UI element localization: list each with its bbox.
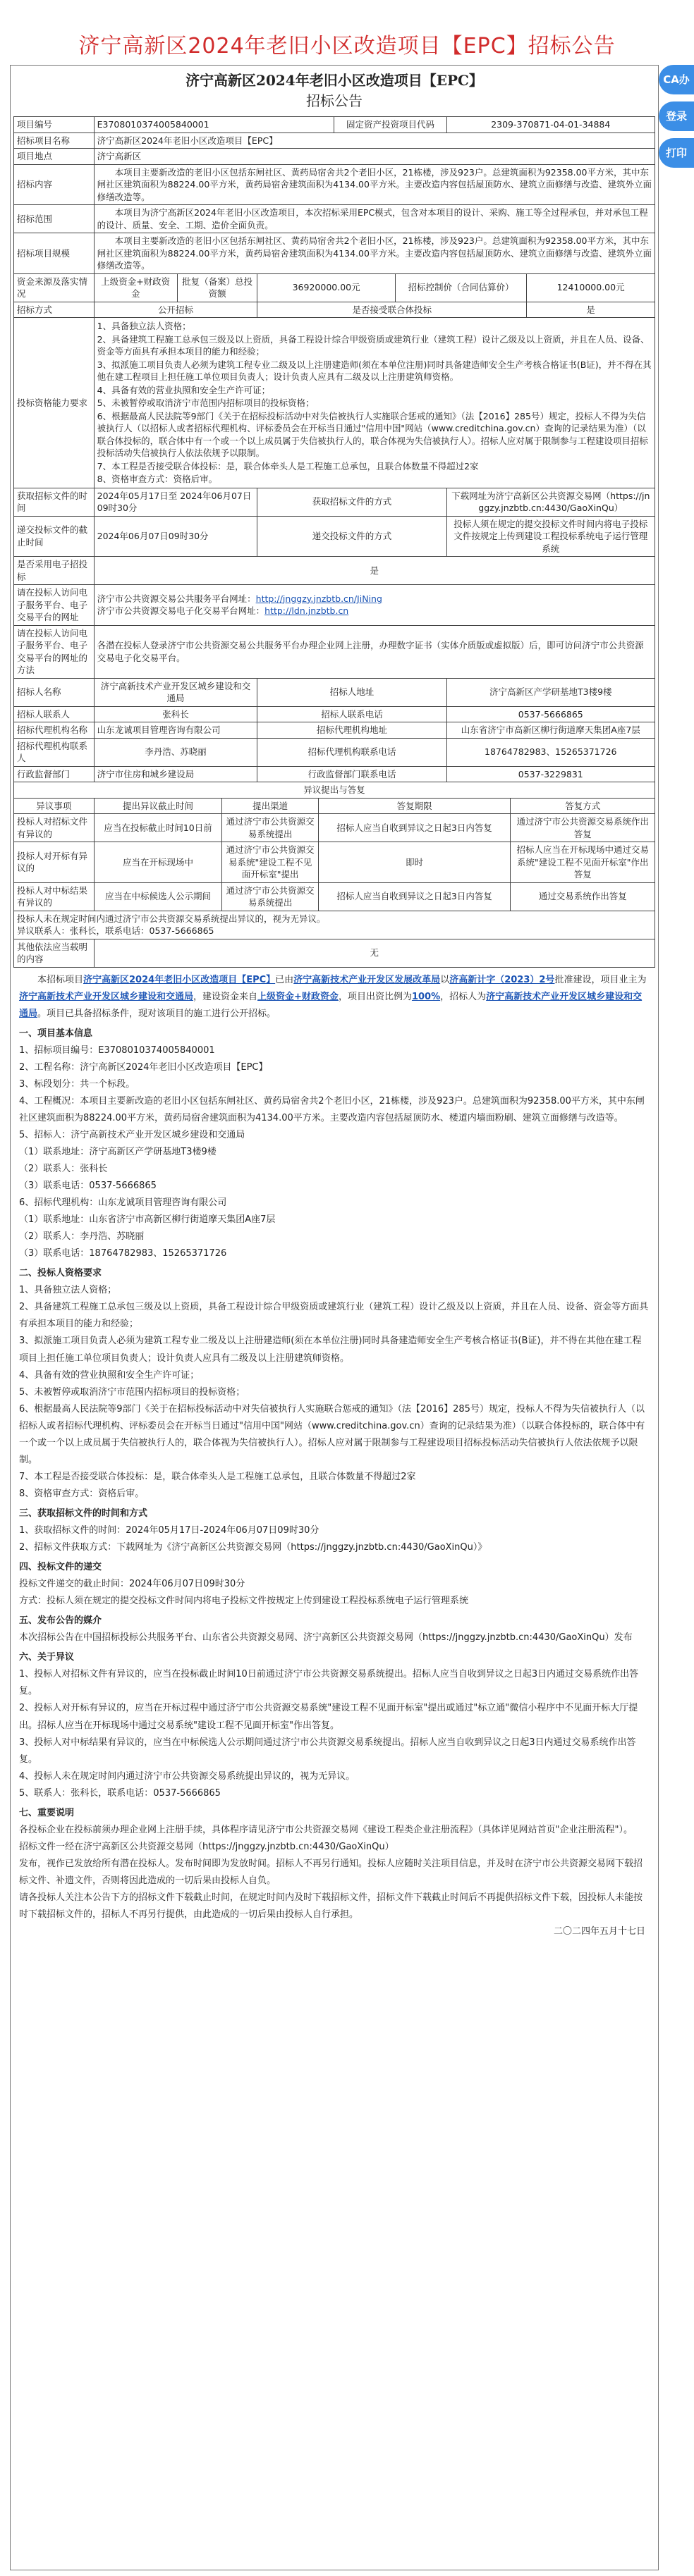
platform-address-cell bbox=[94, 585, 655, 626]
agency-name-value: 山东龙诚项目管理咨询有限公司 bbox=[94, 722, 257, 739]
list-item: 4、具备有效的营业执照和安全生产许可证； bbox=[97, 384, 271, 395]
page-header bbox=[0, 0, 694, 65]
text: ，建设资金来自 bbox=[193, 991, 258, 1002]
supervisor-value: 济宁市住房和城乡建设局 bbox=[94, 766, 257, 782]
table-row bbox=[14, 814, 655, 842]
table-row bbox=[14, 133, 655, 149]
list-item: 5、未被暂停或取消济宁市范围内招标项目的投标资格； bbox=[97, 398, 315, 408]
signature-date: 二〇二四年五月十七日 bbox=[553, 1926, 645, 1937]
table-row bbox=[14, 233, 655, 274]
field-label: 资金来源及落实情况 bbox=[14, 273, 95, 302]
consortium-value: 是 bbox=[527, 302, 655, 318]
column-header: 答复方式 bbox=[511, 798, 655, 814]
list-item: 2、投标人对开标有异议的，应当在开标过程中通过济宁市公共资源交易系统"建设工程不见面开标室"提出或通过"标立通"微信小程序中不见面开标大厅提出。招标人应当在开标现场中通过交易系统"建设工程不见面开标室"作出答复。 bbox=[19, 1703, 638, 1731]
list-item: 5、招标人：济宁高新技术产业开发区城乡建设和交通局 bbox=[19, 1129, 245, 1140]
list-item: （1）联系地址：济宁高新区产学研基地T3楼9楼 bbox=[19, 1146, 217, 1157]
field-label: 招标控制价（合同估算价） bbox=[395, 273, 526, 302]
list-item: 发布，视作已发放给所有潜在投标人。发布时间即为发放时间。招标人不再另行通知。投标人应随时关注项目信息，并及时在济宁市公共资源交易网下载招标文件、补遗文件，否则将因此造成的一切后果由投标人自负。 bbox=[19, 1858, 643, 1886]
address-label: 济宁市公共资源交易电子化交易平台网址： bbox=[97, 605, 265, 617]
table-cell: 招标人应当自收到异议之日起3日内答复 bbox=[318, 814, 511, 842]
table-row bbox=[14, 766, 655, 782]
list-item: （3）联系电话：0537-5666865 bbox=[19, 1181, 157, 1192]
field-label: 招标人联系人 bbox=[14, 706, 95, 722]
objection-title: 异议提出与答复 bbox=[14, 782, 655, 799]
table-cell: 通过济宁市公共资源交易系统提出 bbox=[222, 882, 318, 911]
approver-link: 济宁高新技术产业开发区发展改革局 bbox=[293, 974, 441, 985]
table-cell: 通过济宁市公共资源交易系统提出 bbox=[222, 814, 318, 842]
field-label: 招标人地址 bbox=[257, 678, 446, 706]
list-item: （2）联系人：张科长 bbox=[19, 1164, 108, 1175]
list-item: 3、拟派施工项目负责人必须为建筑工程专业二级及以上注册建造师(须在本单位注册)同时具备建造师安全生产考核合格证书(B证)，并不得在其他在建工程项目上担任施工单位项目负责人；设计负责人应具有二级及以上注册建筑师资格。 bbox=[97, 359, 652, 382]
table-row bbox=[14, 318, 655, 488]
field-label: 递交投标文件的截止时间 bbox=[14, 516, 95, 557]
get-way-value: 下载网址为济宁高新区公共资源交易网（https://jnggzy.jnzbtb.cn:4430/GaoXinQu） bbox=[446, 488, 655, 516]
ratio-link: 100% bbox=[411, 991, 441, 1002]
project-name-value: 济宁高新区2024年老旧小区改造项目【EPC】 bbox=[94, 133, 655, 149]
table-row bbox=[14, 273, 655, 302]
login-button[interactable]: 登录 bbox=[659, 101, 694, 131]
field-label: 招标代理机构地址 bbox=[257, 722, 446, 739]
table-row bbox=[14, 557, 655, 585]
list-item: 招标文件一经在济宁高新区公共资源交易网（https://jnggzy.jnzbtb.cn:4430/GaoXinQu） bbox=[19, 1841, 394, 1852]
section-heading: 三、获取招标文件的时间和方式 bbox=[19, 1508, 148, 1519]
field-label: 行政监督部门 bbox=[14, 766, 95, 782]
field-label: 投标资格能力要求 bbox=[14, 318, 95, 488]
list-item: （3）联系电话：18764782983、15265371726 bbox=[19, 1248, 227, 1259]
agency-contact-value: 李丹浩、苏晓丽 bbox=[94, 738, 257, 766]
list-item: 4、具备有效的营业执照和安全生产许可证； bbox=[19, 1369, 200, 1381]
table-header bbox=[14, 798, 655, 814]
field-label: 招标代理机构联系人 bbox=[14, 738, 95, 766]
list-item: 6、根据最高人民法院等9部门《关于在招标投标活动中对失信被执行人实施联合惩戒的通知》（法【2016】285号）规定，投标人不得为失信被执行人（以招标人或者招标代理机构、评标委员会在开标当日通过"信用中国"网站（www.creditchina.gov.cn）查询的记录结果为准）（以联合体投标的，联合体中有一个或一个以上成员属于失信被执行人的，联合体视为失信被执行人）。招标人应对属于限制参与工程建设项目招标投标活动失信被执行人依法依规予以限制。 bbox=[97, 410, 648, 458]
text: ，招标人为 bbox=[440, 991, 487, 1002]
project-code-value: E3708010374005840001 bbox=[94, 117, 334, 133]
table-row bbox=[14, 706, 655, 722]
print-button[interactable]: 打印 bbox=[659, 138, 694, 168]
table-row bbox=[14, 488, 655, 516]
table-row bbox=[14, 722, 655, 739]
fixed-asset-code-value: 2309-370871-04-01-34884 bbox=[446, 117, 655, 133]
announcement-document bbox=[10, 65, 659, 2570]
table-row bbox=[14, 678, 655, 706]
deadline-value: 2024年06月07日09时30分 bbox=[94, 516, 257, 557]
project-info-table bbox=[13, 116, 655, 782]
agency-phone-value: 18764782983、15265371726 bbox=[446, 738, 655, 766]
field-label: 批复（备案）总投资额 bbox=[177, 273, 257, 302]
table-cell: 招标人应当在开标现场中通过交易系统"建设工程不见面开标室"作出答复 bbox=[511, 842, 655, 883]
list-item: 6、招标代理机构：山东龙诚项目管理咨询有限公司 bbox=[19, 1197, 227, 1209]
objection-table bbox=[13, 782, 655, 968]
control-price-value: 12410000.00元 bbox=[527, 273, 655, 302]
table-row bbox=[14, 939, 655, 967]
table-cell: 通过济宁市公共资源交易系统"建设工程不见面开标室"提出 bbox=[222, 842, 318, 883]
note-line: 异议联系人：张科长，联系电话：0537-5666865 bbox=[17, 925, 214, 936]
tender-scale-value: 本项目主要新改造的老旧小区包括东闸社区、黄药局宿舍共2个老旧小区，21栋楼，涉及923户。总建筑面积为92358.00平方米，其中东闸社区建筑面积为88224.00平方米，黄药局宿舍建筑面积为4134.00平方米。主要改造内容包括屋顶防水、建筑立面修缮与改造、建筑外立面修缮改造等。 bbox=[94, 233, 655, 274]
list-item: （1）联系地址：山东省济宁市高新区柳行街道摩天集团A座7层 bbox=[19, 1214, 276, 1226]
table-row bbox=[14, 882, 655, 911]
list-item: 5、未被暂停或取消济宁市范围内招标项目的投标资格； bbox=[19, 1386, 245, 1398]
tenderee-link: 济宁高新技术产业开发区城乡建设和交通局 bbox=[19, 991, 643, 1019]
tender-content-value: 本项目主要新改造的老旧小区包括东闸社区、黄药局宿舍共2个老旧小区，21栋楼，涉及923户。总建筑面积为92358.00平方米，其中东闸社区建筑面积为88224.00平方米，黄药局宿舍建筑面积为4134.00平方米。主要改造内容包括屋顶防水、建筑立面修缮与改造、建筑外立面修缮改造等。 bbox=[94, 164, 655, 205]
text: 以 bbox=[440, 974, 450, 985]
intro-paragraph bbox=[19, 972, 650, 1023]
list-item: 1、获取招标文件的时间：2024年05月17日-2024年06月07日09时30分 bbox=[19, 1525, 319, 1536]
list-item: 3、标段划分：共一个标段。 bbox=[19, 1078, 135, 1090]
section-heading: 四、投标文件的递交 bbox=[19, 1562, 102, 1573]
text: ，项目出资比例为 bbox=[338, 991, 412, 1002]
submit-way-value: 投标人须在规定的提交投标文件时间内将电子投标文件按规定上传到建设工程投标系统电子运行管理系统 bbox=[446, 516, 655, 557]
electronic-bidding-value: 是 bbox=[94, 557, 655, 585]
address-label: 济宁市公共资源交易公共服务平台网址： bbox=[97, 593, 256, 604]
column-header: 异议事项 bbox=[14, 798, 95, 814]
list-item: 7、本工程是否接受联合体投标：是，联合体牵头人是工程施工总承包，且联合体数量不得超过2家 bbox=[97, 460, 479, 472]
list-item: 2、招标文件获取方式：下载网址为《济宁高新区公共资源交易网（https://jnggzy.jnzbtb.cn:4430/GaoXinQu）》 bbox=[19, 1542, 487, 1553]
list-item: 投标文件递交的截止时间：2024年06月07日09时30分 bbox=[19, 1579, 245, 1590]
section-heading: 一、项目基本信息 bbox=[19, 1028, 93, 1039]
ca-button[interactable]: CA办 bbox=[659, 65, 694, 94]
list-item: 请各投标人关注本公告下方的招标文件下载截止时间，在规定时间内及时下载招标文件，招标文件下载截止时间后不再提供招标文件下载，因投标人未能按时下载招标文件的，招标人不再另行提供，由此造成的一切后果由投标人自行承担。 bbox=[19, 1892, 643, 1921]
text: 本招标项目 bbox=[37, 974, 84, 985]
table-cell: 投标人对开标有异议的 bbox=[14, 842, 95, 883]
list-item: 1、投标人对招标文件有异议的，应当在投标截止时间10日前通过济宁市公共资源交易系统提出。招标人应当自收到异议之日起3日内通过交易系统作出答复。 bbox=[19, 1669, 639, 1697]
section-heading: 六、关于异议 bbox=[19, 1652, 75, 1663]
owner-link: 济宁高新技术产业开发区城乡建设和交通局 bbox=[19, 991, 194, 1002]
table-row bbox=[14, 911, 655, 939]
field-label: 递交投标文件的方式 bbox=[257, 516, 446, 557]
approval-doc-link: 济高新计字（2023）2号 bbox=[449, 974, 555, 985]
table-cell: 投标人对中标结果有异议的 bbox=[14, 882, 95, 911]
field-label: 获取招标文件的方式 bbox=[257, 488, 446, 516]
table-cell: 应当在中标候选人公示期间 bbox=[94, 882, 222, 911]
list-item: 8、资格审查方式：资格后审。 bbox=[19, 1488, 145, 1499]
qualification-list bbox=[94, 318, 655, 488]
list-item: 方式：投标人须在规定的提交投标文件时间内将电子投标文件按规定上传到建设工程投标系统电子运行管理系统 bbox=[19, 1596, 469, 1607]
list-item: 3、拟派施工项目负责人必须为建筑工程专业二级及以上注册建造师(须在本单位注册)同时具备建造师安全生产考核合格证书(B证)，并不得在其他在建工程项目上担任施工单位项目负责人；设计负责人应具有二级及以上注册建筑师资格。 bbox=[19, 1336, 642, 1364]
table-row bbox=[14, 842, 655, 883]
field-label: 招标代理机构名称 bbox=[14, 722, 95, 739]
list-item: 8、资格审查方式：资格后审。 bbox=[97, 474, 218, 484]
table-row bbox=[14, 782, 655, 799]
field-label: 招标项目规模 bbox=[14, 233, 95, 274]
field-label: 行政监督部门联系电话 bbox=[257, 766, 446, 782]
field-label: 招标人名称 bbox=[14, 678, 95, 706]
funds-source-value: 上级资金+财政资金 bbox=[94, 273, 177, 302]
table-row bbox=[14, 205, 655, 233]
column-header: 提出渠道 bbox=[222, 798, 318, 814]
list-item: 本次招标公告在中国招标投标公共服务平台、山东省公共资源交易网、济宁高新区公共资源交易网（https://jnggzy.jnzbtb.cn:4430/GaoXinQu）发布 bbox=[19, 1632, 633, 1644]
note-line: 投标人未在规定时间内通过济宁市公共资源交易系统提出异议的，视为无异议。 bbox=[17, 913, 326, 924]
page-title: 济宁高新区2024年老旧小区改造项目【EPC】招标公告 bbox=[78, 34, 616, 58]
list-item: 各投标企业在投标前须办理企业网上注册手续，具体程序请见济宁市公共资源交易网《建设工程类企业注册流程》（具体详见网站首页"企业注册流程"）。 bbox=[19, 1824, 633, 1835]
field-label: 是否接受联合体投标 bbox=[257, 302, 527, 318]
tenderee-phone-value: 0537-5666865 bbox=[446, 706, 655, 722]
field-label: 是否采用电子招投标 bbox=[14, 557, 95, 585]
table-cell: 通过济宁市公共资源交易系统作出答复 bbox=[511, 814, 655, 842]
tender-method-value: 公开招标 bbox=[94, 302, 257, 318]
column-header: 提出异议截止时间 bbox=[94, 798, 222, 814]
section-heading: 五、发布公告的媒介 bbox=[19, 1615, 102, 1627]
announcement-body bbox=[13, 968, 655, 1941]
field-label: 请在投标人访问电子服务平台、电子交易平台的网址的方法 bbox=[14, 625, 95, 678]
approved-investment-value: 36920000.00元 bbox=[257, 273, 395, 302]
funds-link: 上级资金+财政资金 bbox=[257, 991, 339, 1002]
table-row bbox=[14, 149, 655, 165]
table-cell: 即时 bbox=[318, 842, 511, 883]
field-label: 项目地点 bbox=[14, 149, 95, 165]
list-item: 4、投标人未在规定时间内通过济宁市公共资源交易系统提出异议的，视为无异议。 bbox=[19, 1770, 355, 1782]
table-row bbox=[14, 117, 655, 133]
field-label: 招标内容 bbox=[14, 164, 95, 205]
table-row bbox=[14, 738, 655, 766]
field-label: 招标人联系电话 bbox=[257, 706, 446, 722]
project-name-link: 济宁高新区2024年老旧小区改造项目【EPC】 bbox=[83, 974, 276, 985]
table-row bbox=[14, 625, 655, 678]
supervisor-phone-value: 0537-3229831 bbox=[446, 766, 655, 782]
registration-method-value: 各潜在投标人登录济宁市公共资源交易公共服务平台办理企业网上注册，办理数字证书（实体介质版或虚拟版）后，即可访问济宁市公共资源交易电子化交易平台。 bbox=[94, 625, 655, 678]
list-item: 1、具备独立法人资格； bbox=[19, 1285, 117, 1296]
table-cell: 招标人应当自收到异议之日起3日内答复 bbox=[318, 882, 511, 911]
list-item: 7、本工程是否接受联合体投标：是，联合体牵头人是工程施工总承包，且联合体数量不得超过2家 bbox=[19, 1471, 416, 1482]
list-item: （2）联系人：李丹浩、苏晓丽 bbox=[19, 1231, 145, 1243]
text: 。项目已具备招标条件，现对该项目的施工进行公开招标。 bbox=[37, 1008, 276, 1019]
list-item: 2、工程名称：济宁高新区2024年老旧小区改造项目【EPC】 bbox=[19, 1061, 268, 1073]
other-content-value: 无 bbox=[94, 939, 655, 967]
table-cell: 通过交易系统作出答复 bbox=[511, 882, 655, 911]
field-label: 招标代理机构联系电话 bbox=[257, 738, 446, 766]
table-row bbox=[14, 302, 655, 318]
list-item: 1、招标项目编号：E3708010374005840001 bbox=[19, 1044, 215, 1056]
table-cell: 投标人对招标文件有异议的 bbox=[14, 814, 95, 842]
service-platform-link[interactable]: http://jnggzy.jnzbtb.cn/JiNing bbox=[255, 593, 382, 604]
agency-address-value: 山东省济宁市高新区柳行街道摩天集团A座7层 bbox=[446, 722, 655, 739]
objection-note bbox=[14, 911, 655, 939]
document-title: 济宁高新区2024年老旧小区改造项目【EPC】 bbox=[185, 72, 483, 89]
table-cell: 应当在开标现场中 bbox=[94, 842, 222, 883]
column-header: 答复期限 bbox=[318, 798, 511, 814]
tender-scope-value: 本项目为济宁高新区2024年老旧小区改造项目，本次招标采用EPC模式，包含对本项目的设计、采购、施工等全过程承包，并对承包工程的设计、质量、安全、工期、造价全面负责。 bbox=[94, 205, 655, 233]
field-label: 项目编号 bbox=[14, 117, 95, 133]
list-item: 5、联系人：张科长，联系电话：0537-5666865 bbox=[19, 1787, 221, 1799]
trading-platform-link[interactable]: http://ldn.jnzbtb.cn bbox=[264, 605, 349, 617]
document-subtitle: 招标公告 bbox=[306, 92, 363, 109]
list-item: 4、工程概况：本项目主要新改造的老旧小区包括东闸社区、黄药局宿舍共2个老旧小区，21栋楼，涉及923户。总建筑面积为92358.00平方米，其中东闸社区建筑面积为88224.00平方米，黄药局宿舍建筑面积为4134.00平方米。主要改造内容包括屋顶防水、楼道内墙面粉刷、建筑立面修缮与改造等。 bbox=[19, 1095, 645, 1123]
table-row bbox=[14, 164, 655, 205]
project-place-value: 济宁高新区 bbox=[94, 149, 655, 165]
text: 已由 bbox=[275, 974, 294, 985]
list-item: 1、具备独立法人资格； bbox=[97, 321, 191, 331]
field-label: 招标项目名称 bbox=[14, 133, 95, 149]
list-item: 3、投标人对中标结果有异议的，应当在中标候选人公示期间通过济宁市公共资源交易系统提出。招标人应当自收到异议之日起3日内通过交易系统作出答复。 bbox=[19, 1737, 636, 1765]
field-label: 其他依法应当载明的内容 bbox=[14, 939, 95, 967]
field-label: 获取招标文件的时间 bbox=[14, 488, 95, 516]
section-heading: 七、重要说明 bbox=[19, 1807, 75, 1818]
tenderee-contact-value: 张科长 bbox=[94, 706, 257, 722]
tenderee-address-value: 济宁高新区产学研基地T3楼9楼 bbox=[446, 678, 655, 706]
field-label: 请在投标人访问电子服务平台、电子交易平台的网址 bbox=[14, 585, 95, 626]
get-time-value: 2024年05月17日至 2024年06月07日09时30分 bbox=[94, 488, 257, 516]
tenderee-value: 济宁高新技术产业开发区城乡建设和交通局 bbox=[94, 678, 257, 706]
floating-sidebar bbox=[659, 65, 694, 175]
field-label: 招标方式 bbox=[14, 302, 95, 318]
table-row bbox=[14, 516, 655, 557]
table-cell: 应当在投标截止时间10日前 bbox=[94, 814, 222, 842]
section-heading: 二、投标人资格要求 bbox=[19, 1268, 102, 1279]
list-item: 6、根据最高人民法院等9部门《关于在招标投标活动中对失信被执行人实施联合惩戒的通知》（法【2016】285号）规定，投标人不得为失信被执行人（以招标人或者招标代理机构、评标委员会在开标当日通过"信用中国"网站（www.creditchina.gov.cn）查询的记录结果为准）（以联合体投标的，联合体中有一个或一个以上成员属于失信被执行人的，联合体视为失信被执行人）。招标人应对属于限制参与工程建设项目招标投标活动失信被执行人依法依规予以限制。 bbox=[19, 1403, 645, 1465]
table-row bbox=[14, 585, 655, 626]
list-item: 2、具备建筑工程施工总承包三级及以上资质，具备工程设计综合甲级资质或建筑行业（建筑工程）设计乙级及以上资质，并且在人员、设备、资金等方面具有承担本项目的能力和经验； bbox=[97, 333, 650, 357]
list-item: 2、具备建筑工程施工总承包三级及以上资质，具备工程设计综合甲级资质或建筑行业（建筑工程）设计乙级及以上资质，并且在人员、设备、资金等方面具有承担本项目的能力和经验； bbox=[19, 1302, 649, 1330]
field-label: 固定资产投资项目代码 bbox=[334, 117, 446, 133]
text: 批准建设，项目业主为 bbox=[554, 974, 647, 985]
field-label: 招标范围 bbox=[14, 205, 95, 233]
